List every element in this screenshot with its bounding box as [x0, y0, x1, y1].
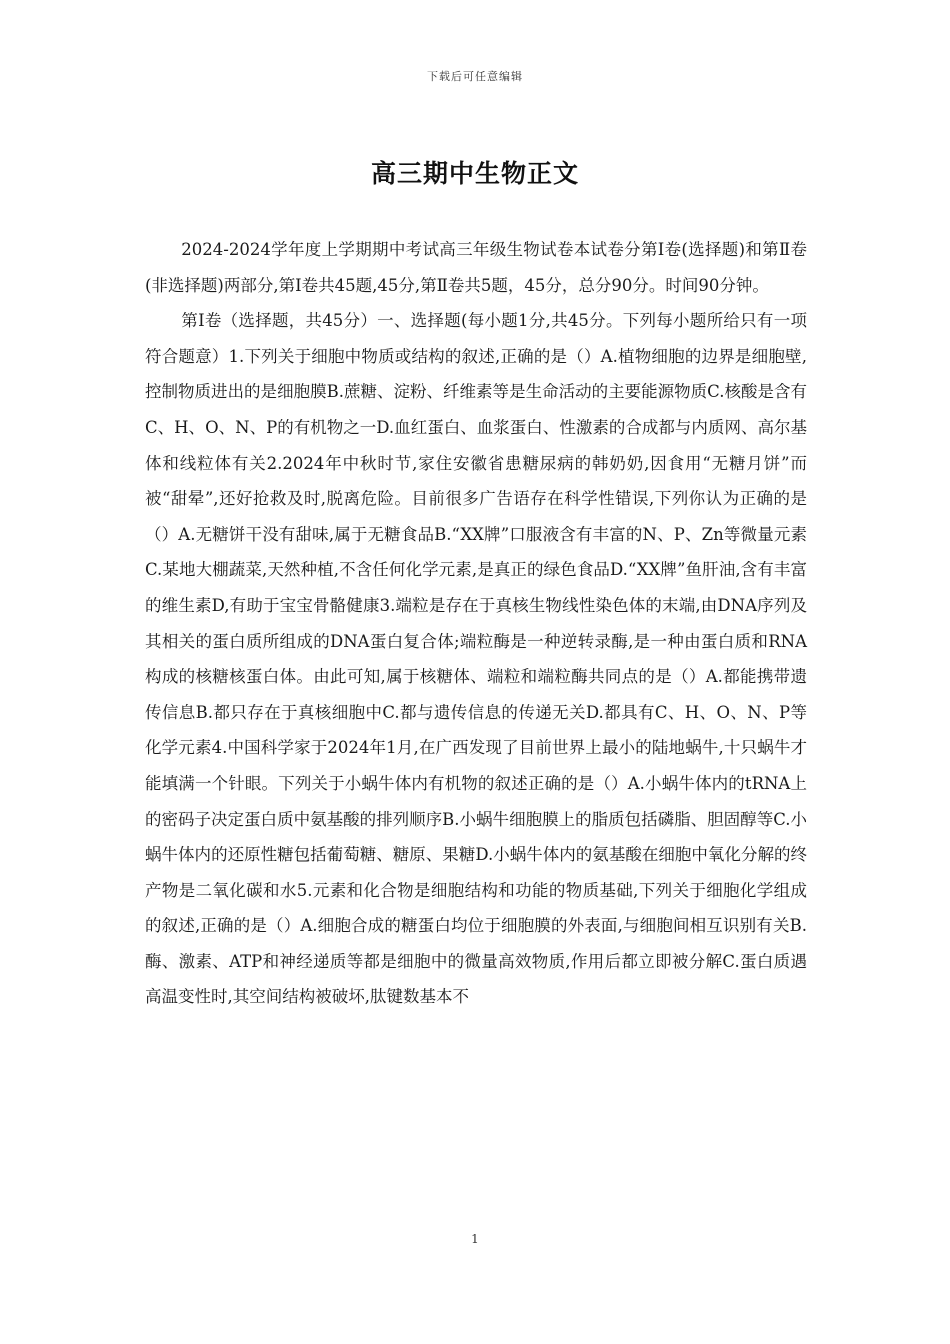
header-note: 下载后可任意编辑	[427, 70, 523, 83]
document-title: 高三期中生物正文	[370, 159, 579, 188]
intro-paragraph: 2024-2024学年度上学期期中考试高三年级生物试卷本试卷分第Ⅰ卷(选择题)和第Ⅱ卷(非选择题)两部分,第Ⅰ卷共45题,45分,第Ⅱ卷共5题，45分，总分90分。时间90分钟。	[145, 240, 807, 295]
document-body	[145, 232, 807, 1015]
questions-paragraph: 第Ⅰ卷（选择题，共45分）一、选择题(每小题1分,共45分。下列每小题所给只有一项符合题意）1.下列关于细胞中物质或结构的叙述,正确的是（）A.植物细胞的边界是细胞壁,控制物质进出的是细胞膜B.蔗糖、淀粉、纤维素等是生命活动的主要能源物质C.核酸是含有C、H、O、N、P的有机物之一D.血红蛋白、血浆蛋白、性激素的合成都与内质网、高尔基体和线粒体有关2.2024年中秋时节,家住安徽省患糖尿病的韩奶奶,因食用“无糖月饼”而被“甜晕”,还好抢救及时,脱离危险。目前很多广告语存在科学性错误,下列你认为正确的是（）A.无糖饼干没有甜味,属于无糖食品B.“XX牌”口服液含有丰富的N、P、Zn等微量元素C.某地大棚蔬菜,天然种植,不含任何化学元素,是真正的绿色食品D.“XX牌”鱼肝油,含有丰富的维生素D,有助于宝宝骨骼健康3.端粒是存在于真核生物线性染色体的末端,由DNA序列及其相关的蛋白质所组成的DNA蛋白复合体;端粒酶是一种逆转录酶,是一种由蛋白质和RNA构成的核糖核蛋白体。由此可知,属于核糖体、端粒和端粒酶共同点的是（）A.都能携带遗传信息B.都只存在于真核细胞中C.都与遗传信息的传递无关D.都具有C、H、O、N、P等化学元素4.中国科学家于2024年1月,在广西发现了目前世界上最小的陆地蜗牛,十只蜗牛才能填满一个针眼。下列关于小蜗牛体内有机物的叙述正确的是（）A.小蜗牛体内的tRNA上的密码子决定蛋白质中氨基酸的排列顺序B.小蜗牛细胞膜上的脂质包括磷脂、胆固醇等C.小蜗牛体内的还原性糖包括葡萄糖、糖原、果糖D.小蜗牛体内的氨基酸在细胞中氧化分解的终产物是二氧化碳和水5.元素和化合物是细胞结构和功能的物质基础,下列关于细胞化学组成的叙述,正确的是（）A.细胞合成的糖蛋白均位于细胞膜的外表面,与细胞间相互识别有关B.酶、激素、ATP和神经递质等都是细胞中的微量高效物质,作用后都立即被分解C.蛋白质遇高温变性时,其空间结构被破坏,肽键数基本不	[145, 311, 807, 1007]
page-number: 1	[471, 1232, 479, 1246]
